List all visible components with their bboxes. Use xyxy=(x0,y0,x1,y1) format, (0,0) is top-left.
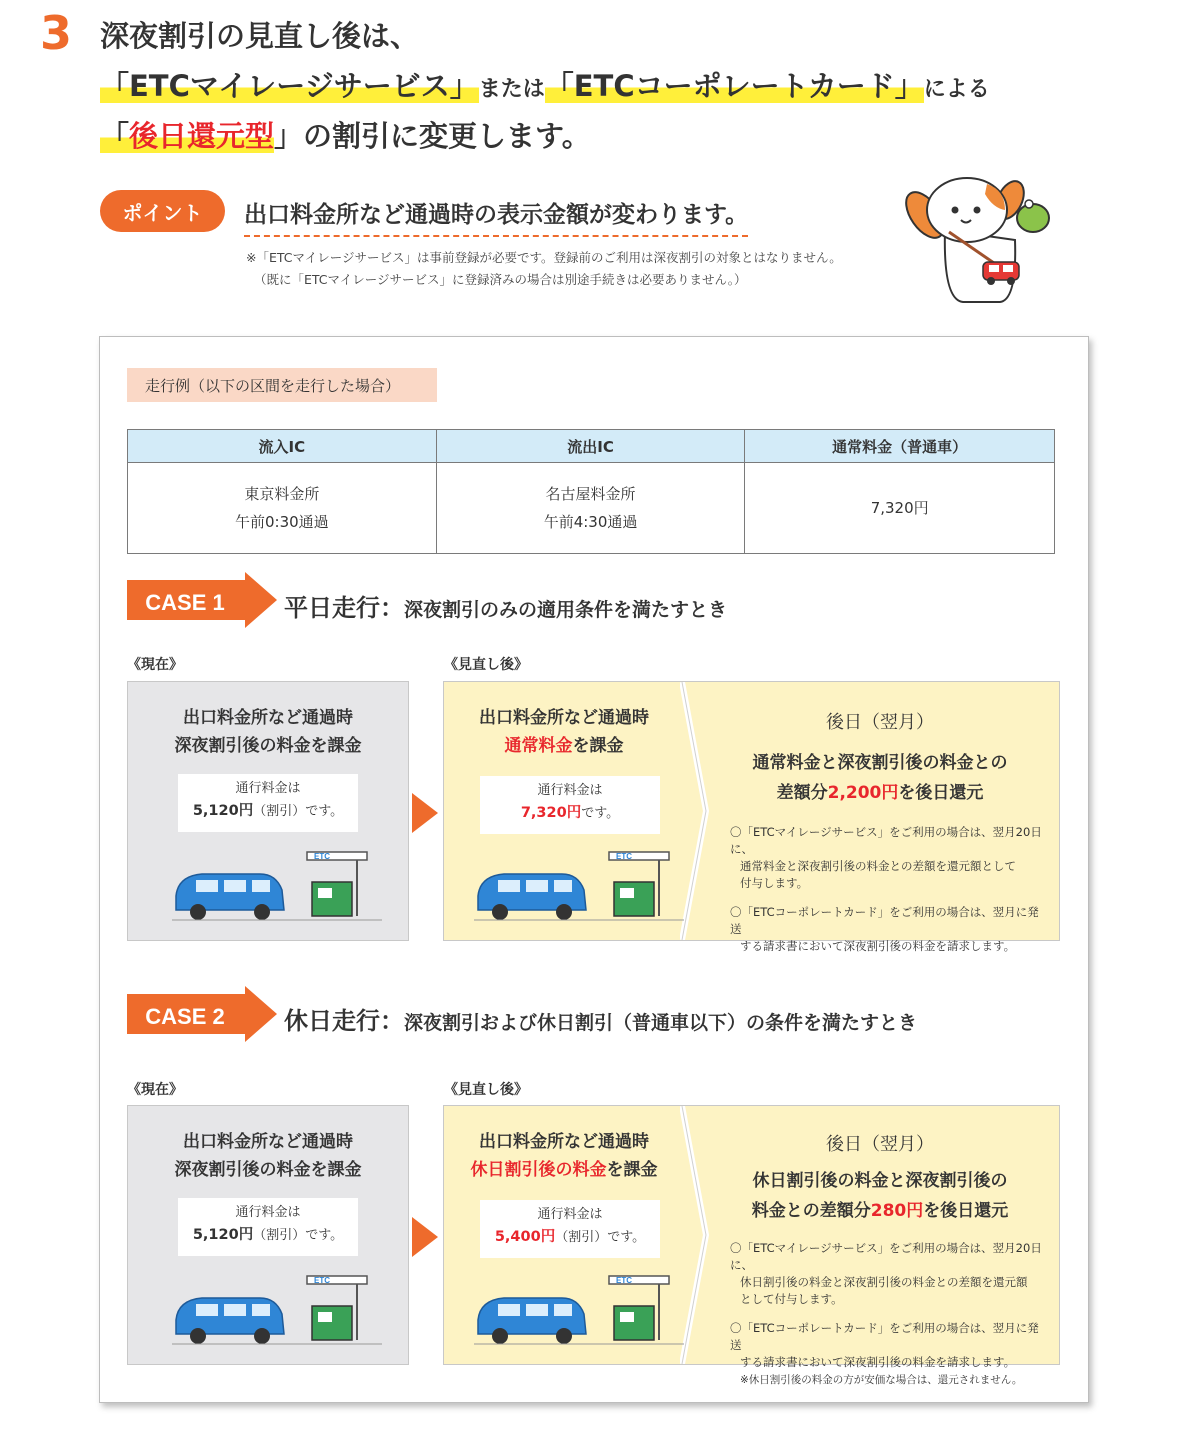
case2-current-label: 《現在》 xyxy=(127,1082,183,1098)
svg-text:ETC: ETC xyxy=(616,1276,632,1285)
exit-ic-cell xyxy=(436,463,745,554)
case2-tag xyxy=(127,986,277,1042)
headline-by: による xyxy=(923,77,990,102)
header-exit-ic: 流出IC xyxy=(436,430,745,463)
exit-time: 午前4:30通過 xyxy=(543,513,638,531)
headline-line-2 xyxy=(100,64,990,105)
entry-tollgate: 東京料金所 xyxy=(244,485,320,503)
case2-current-box xyxy=(127,1105,409,1365)
case1-title: 平日走行：深夜割引のみの適用条件を満たすとき xyxy=(284,594,728,622)
case2-later-title: 後日（翌月） xyxy=(826,1134,934,1155)
case1-later-title: 後日（翌月） xyxy=(826,712,934,733)
exit-tollgate: 名古屋料金所 xyxy=(545,485,636,503)
case1-after-label: 《見直し後》 xyxy=(444,657,528,673)
route-table xyxy=(127,429,1055,554)
table-row xyxy=(128,463,1055,554)
case2-subtitle: 深夜割引および休日割引（普通車以下）の条件を満たすとき xyxy=(404,1012,918,1034)
case1-tag xyxy=(127,572,277,628)
step-number: 3 xyxy=(40,6,73,60)
headline-line-1: 深夜割引の見直し後は、 xyxy=(100,19,420,53)
case1-after-box xyxy=(443,681,1060,953)
case1-label: CASE 1 xyxy=(145,590,225,615)
svg-text:ETC: ETC xyxy=(314,852,330,861)
registration-note-2: （既に「ETCマイレージサービス」に登録済みの場合は別途手続きは必要ありません。） xyxy=(254,272,747,287)
etc-mileage-service-highlight: 「ETCマイレージサービス」 xyxy=(100,69,479,103)
case1-current-label: 《現在》 xyxy=(127,657,183,673)
case1-later-main: 通常料金と深夜割引後の料金との 差額分2,200円を後日還元 xyxy=(752,753,1008,803)
case2-later-notes: 〇「ETCマイレージサービス」をご利用の場合は、翌月20日に、 休日割引後の料金と深夜割引後の料金との差額を還元額 として付与します。 〇「ETCコーポレートカード」をご利用の場合は、翌月に発送 する請求書において深夜割引後の料金を請求します。 ※休日割引後の料金の方が安価な場合は、還元されません。 xyxy=(730,1241,1042,1386)
entry-ic-cell xyxy=(128,463,437,554)
case1-after-head: 出口料金所など通過時 通常料金を課金 xyxy=(479,708,649,756)
case1-after-fee-card: 通行料金は 7,320円です。 xyxy=(480,776,660,834)
point-badge: ポイント xyxy=(100,190,225,232)
svg-text:ETC: ETC xyxy=(314,1276,330,1285)
mascot-dog-icon xyxy=(905,170,1055,305)
normal-fee-cell: 7,320円 xyxy=(745,463,1055,554)
car-tollbooth-illustration xyxy=(172,844,382,924)
headline-or: または xyxy=(478,77,545,102)
case2-after-fee-card: 通行料金は 5,400円（割引）です。 xyxy=(480,1200,660,1258)
case2-label: CASE 2 xyxy=(145,1004,225,1029)
svg-text:ETC: ETC xyxy=(616,852,632,861)
car-tollbooth-illustration xyxy=(474,844,684,924)
deferred-return-highlight: 「後日還元型 xyxy=(100,119,275,153)
example-tag: 走行例（以下の区間を走行した場合） xyxy=(127,368,437,402)
chevron-divider-icon xyxy=(680,682,710,940)
case1-current-box xyxy=(127,681,409,941)
case2-after-label: 《見直し後》 xyxy=(444,1082,528,1098)
table-header-row xyxy=(128,430,1055,463)
case1-subtitle: 深夜割引のみの適用条件を満たすとき xyxy=(404,599,728,621)
case2-after-box xyxy=(443,1105,1060,1386)
header-entry-ic: 流入IC xyxy=(128,430,437,463)
case2-title: 休日走行：深夜割引および休日割引（普通車以下）の条件を満たすとき xyxy=(284,1007,918,1035)
headline-line-3: 「後日還元型」の割引に変更します。 xyxy=(100,119,591,153)
case1-later-notes: 〇「ETCマイレージサービス」をご利用の場合は、翌月20日に、 通常料金と深夜割引後の料金との差額を還元額として 付与します。 〇「ETCコーポレートカード」をご利用の場合は、翌月に発送 する請求書において深夜割引後の料金を請求します。 xyxy=(730,825,1042,953)
case2-arrow-icon xyxy=(412,1217,438,1257)
entry-time: 午前0:30通過 xyxy=(235,513,329,531)
chevron-divider-icon xyxy=(680,1106,710,1364)
case1-current-head: 出口料金所など通過時 深夜割引後の料金を課金 xyxy=(174,708,362,756)
case1-current-fee-card: 通行料金は 5,120円（割引）です。 xyxy=(178,774,358,832)
registration-note-1: ※「ETCマイレージサービス」は事前登録が必要です。登録前のご利用は深夜割引の対象とはなりません。 xyxy=(246,250,842,265)
case2-later-main: 休日割引後の料金と深夜割引後の 料金との差額分280円を後日還元 xyxy=(751,1171,1009,1221)
etc-corporate-card-highlight: 「ETCコーポレートカード」 xyxy=(544,69,924,103)
case2-after-head: 出口料金所など通過時 休日割引後の料金を課金 xyxy=(470,1132,658,1180)
case2-current-fee-card: 通行料金は 5,120円（割引）です。 xyxy=(178,1198,358,1256)
header-normal-fee: 通常料金（普通車） xyxy=(745,430,1055,463)
car-tollbooth-illustration xyxy=(474,1268,684,1348)
point-text: 出口料金所など通過時の表示金額が変わります。 xyxy=(244,196,748,237)
case2-current-head: 出口料金所など通過時 深夜割引後の料金を課金 xyxy=(174,1132,362,1180)
case1-arrow-icon xyxy=(412,793,438,833)
car-tollbooth-illustration xyxy=(172,1268,382,1348)
